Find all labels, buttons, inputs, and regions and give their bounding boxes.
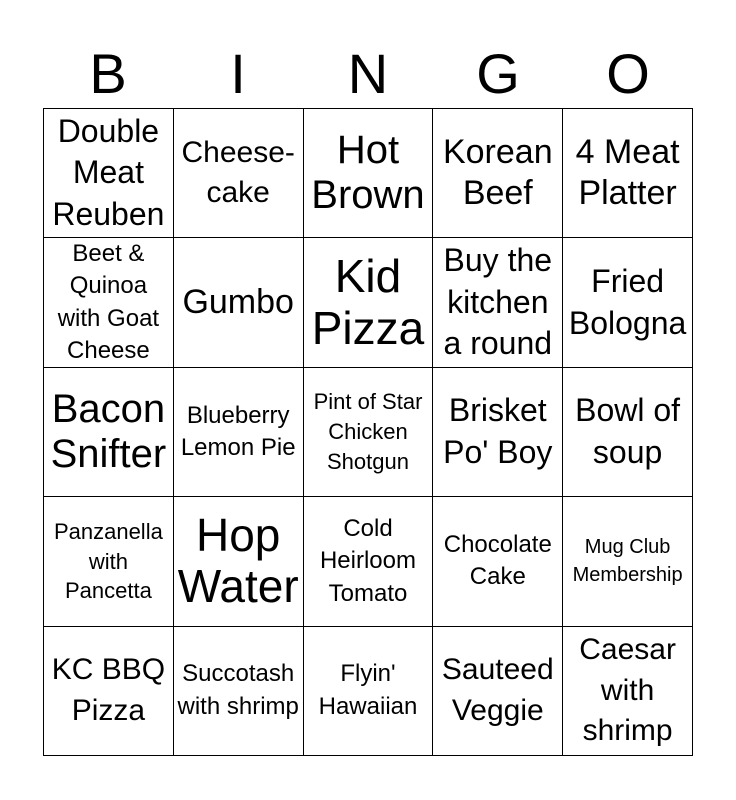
bingo-grid — [43, 108, 693, 756]
bingo-cell — [563, 368, 693, 497]
bingo-cell — [433, 368, 563, 497]
cell-text: Bacon Snifter — [50, 387, 167, 476]
cell-text: Beet & Quinoa with Goat Cheese — [57, 239, 160, 364]
cell-text: KC BBQ Pizza — [51, 653, 166, 727]
cell-text: Blueberry Lemon Pie — [180, 401, 296, 461]
cell-text: Panzanella with Pancetta — [53, 518, 163, 604]
bingo-cell — [304, 109, 434, 238]
cell-text: 4 Meat Platter — [575, 133, 680, 213]
bingo-cell — [563, 238, 693, 367]
cell-text: Gumbo — [182, 283, 294, 322]
bingo-cell — [44, 368, 174, 497]
bingo-cell — [304, 627, 434, 756]
cell-text: Brisket Po' Boy — [443, 392, 553, 470]
cell-text: Fried Bologna — [568, 263, 687, 341]
cell-text: Pint of Star Chicken Shotgun — [313, 389, 423, 474]
cell-text: Bowl of soup — [575, 392, 681, 470]
cell-text: Buy the kitchen a round — [443, 242, 553, 362]
bingo-cell — [44, 238, 174, 367]
cell-text: Mug Club Membership — [572, 536, 683, 587]
cell-text: Chocolate Cake — [443, 531, 552, 591]
bingo-cell — [433, 627, 563, 756]
cell-text: Hot Brown — [311, 128, 425, 218]
bingo-cell — [174, 368, 304, 497]
cell-text: Cold Heirloom Tomato — [319, 514, 416, 607]
cell-text: Caesar with shrimp — [579, 633, 676, 748]
header-letter-o: O — [606, 42, 650, 105]
bingo-cell — [563, 109, 693, 238]
bingo-cell — [433, 497, 563, 626]
cell-text: Double Meat Reuben — [52, 112, 165, 232]
bingo-header — [43, 40, 693, 108]
bingo-cell — [44, 627, 174, 756]
header-letter-g: G — [476, 42, 520, 105]
cell-text: Succotash with shrimp — [177, 660, 299, 720]
bingo-cell — [304, 368, 434, 497]
header-letter-b: B — [89, 42, 127, 105]
bingo-cell — [174, 497, 304, 626]
bingo-cell — [174, 238, 304, 367]
header-letter-i: I — [230, 42, 246, 105]
bingo-cell — [563, 627, 693, 756]
bingo-cell — [563, 497, 693, 626]
bingo-cell — [174, 109, 304, 238]
cell-text: Flyin' Hawaiian — [318, 660, 418, 720]
cell-text: Cheese-cake — [181, 135, 295, 210]
cell-text: Korean Beef — [442, 133, 553, 213]
cell-text: Sauteed Veggie — [441, 653, 554, 727]
bingo-cell — [433, 109, 563, 238]
bingo-cell — [304, 497, 434, 626]
cell-text: Hop Water — [177, 508, 299, 613]
bingo-cell — [174, 627, 304, 756]
bingo-cell — [44, 109, 174, 238]
cell-text: Kid Pizza — [311, 250, 425, 354]
bingo-cell — [44, 497, 174, 626]
header-letter-n: N — [347, 42, 389, 105]
bingo-cell — [304, 238, 434, 367]
bingo-cell — [433, 238, 563, 367]
